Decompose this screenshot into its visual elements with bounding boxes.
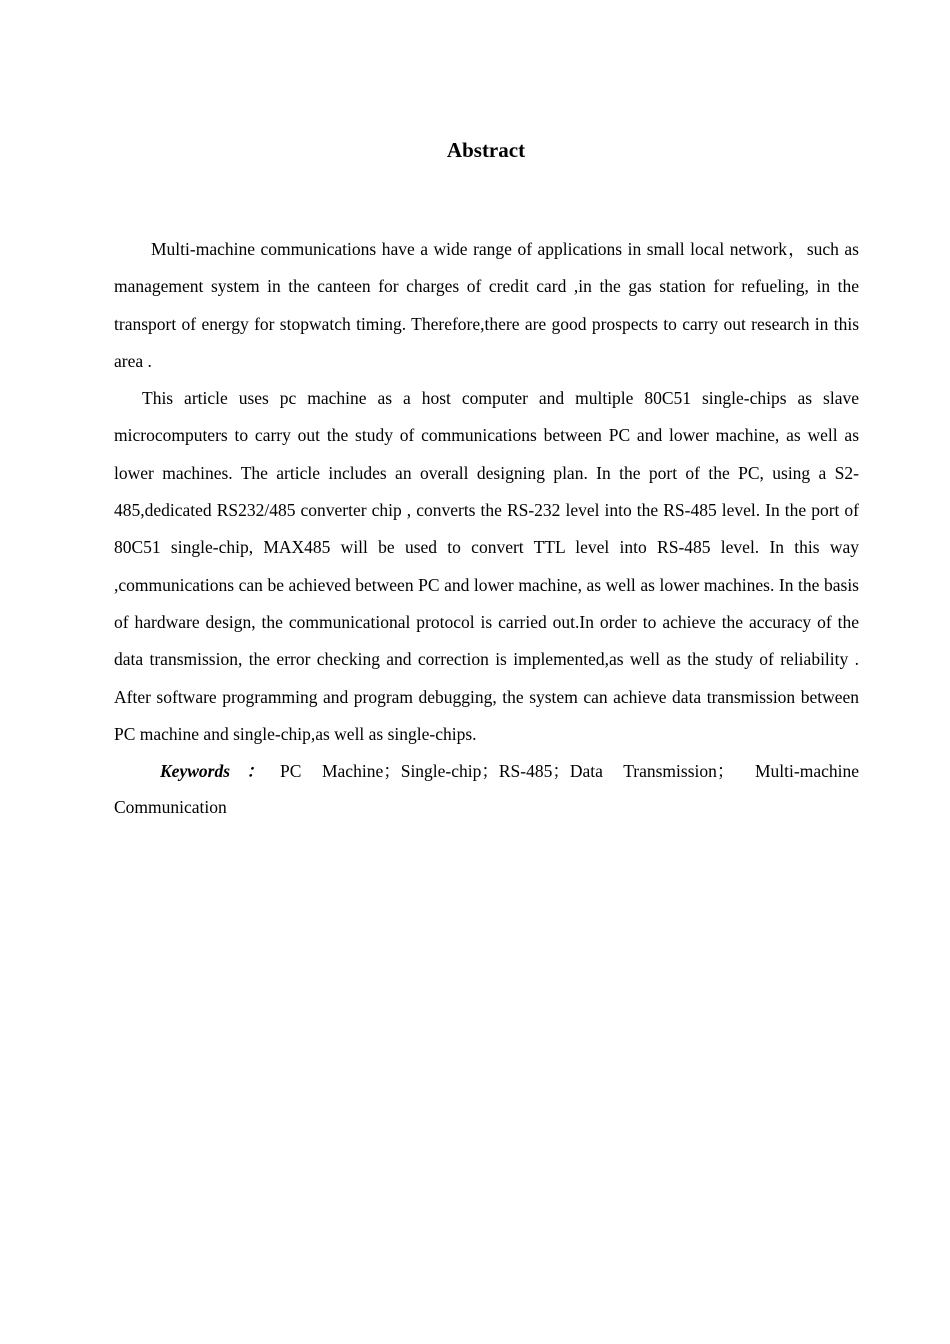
abstract-paragraph-2: This article uses pc machine as a host computer and multiple 80C51 single-chips as slave microcomputers to carry out the study of communications between PC and lower machine, as well as lower machines. The article includes an overall designing plan. In the port of the PC, using a S2-485,dedicated RS232/485 converter chip , converts the RS-232 level into the RS-485 level. In the port of 80C51 single-chip, MAX485 will be used to convert TTL level into RS-485 level. In this way ,communications can be achieved between PC and lower machine, as well as lower machines. In the basis of hardware design, the communicational protocol is carried out.In order to achieve the accuracy of the data transmission, the error checking and correction is implemented,as well as the study of reliability . After software programming and program debugging, the system can achieve data transmission between PC machine and single-chip,as well as single-chips. bbox=[114, 388, 859, 744]
keywords-label: Keywords： bbox=[160, 761, 280, 782]
abstract-title: Abstract bbox=[446, 138, 526, 162]
keywords-text: PC Machine；Single-chip；RS-485；Data Transmission； Multi-machine Communication bbox=[114, 761, 859, 818]
keywords-line bbox=[114, 753, 859, 825]
abstract-body bbox=[114, 231, 859, 825]
abstract-paragraph-1: Multi-machine communications have a wide range of applications in small local network，such as management system in the canteen for charges of credit card ,in the gas station for refueling, in the transport of energy for stopwatch timing. Therefore,there are good prospects to carry out research in this area . bbox=[114, 239, 859, 371]
